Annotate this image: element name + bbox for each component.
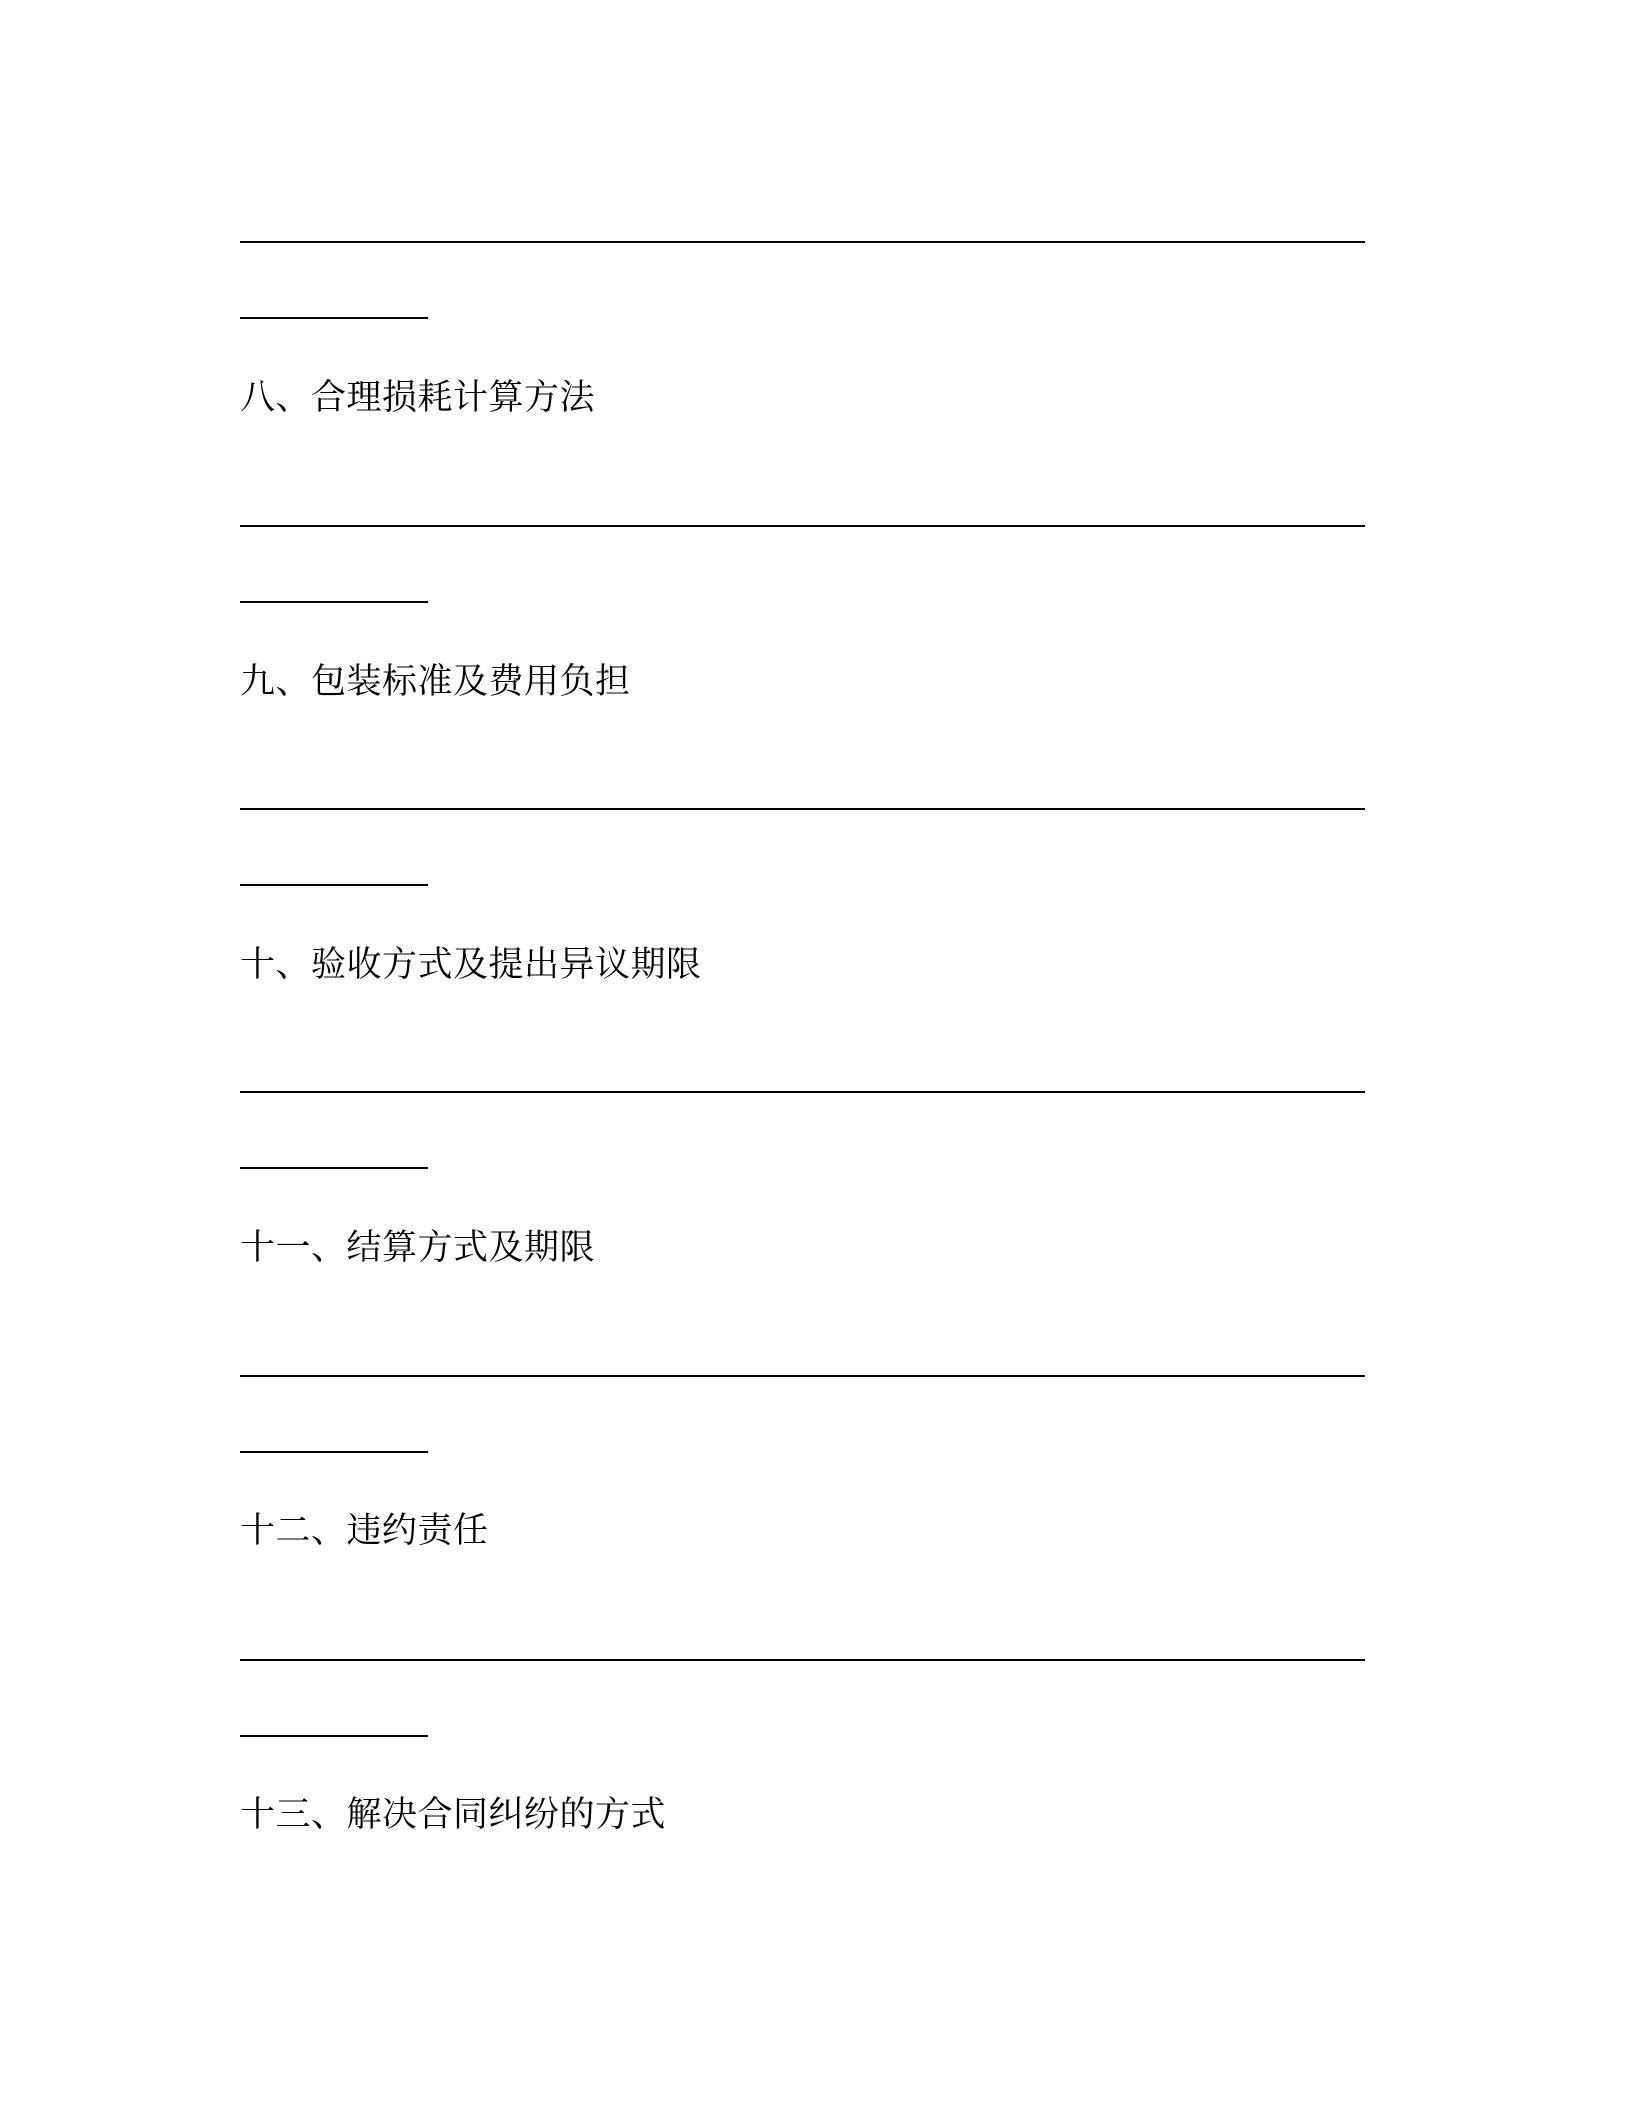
fill-in-line-tail [240, 601, 428, 603]
fill-in-line [240, 1375, 1365, 1377]
fill-in-line [240, 241, 1365, 243]
fill-in-line-tail [240, 1735, 428, 1737]
section-heading: 十二、违约责任 [240, 1511, 489, 1551]
fill-in-line [240, 525, 1365, 527]
fill-in-line-tail [240, 1167, 428, 1169]
fill-in-line-tail [240, 884, 428, 886]
fill-in-line-tail [240, 1451, 428, 1453]
section-heading: 十一、结算方式及期限 [240, 1228, 596, 1268]
fill-in-line [240, 1659, 1365, 1661]
fill-in-line [240, 1091, 1365, 1093]
section-heading: 十三、解决合同纠纷的方式 [240, 1795, 667, 1835]
section-heading: 九、包装标准及费用负担 [240, 662, 631, 702]
section-heading: 八、合理损耗计算方法 [240, 378, 596, 418]
fill-in-line-tail [240, 317, 428, 319]
fill-in-line [240, 808, 1365, 810]
section-heading: 十、验收方式及提出异议期限 [240, 945, 702, 985]
